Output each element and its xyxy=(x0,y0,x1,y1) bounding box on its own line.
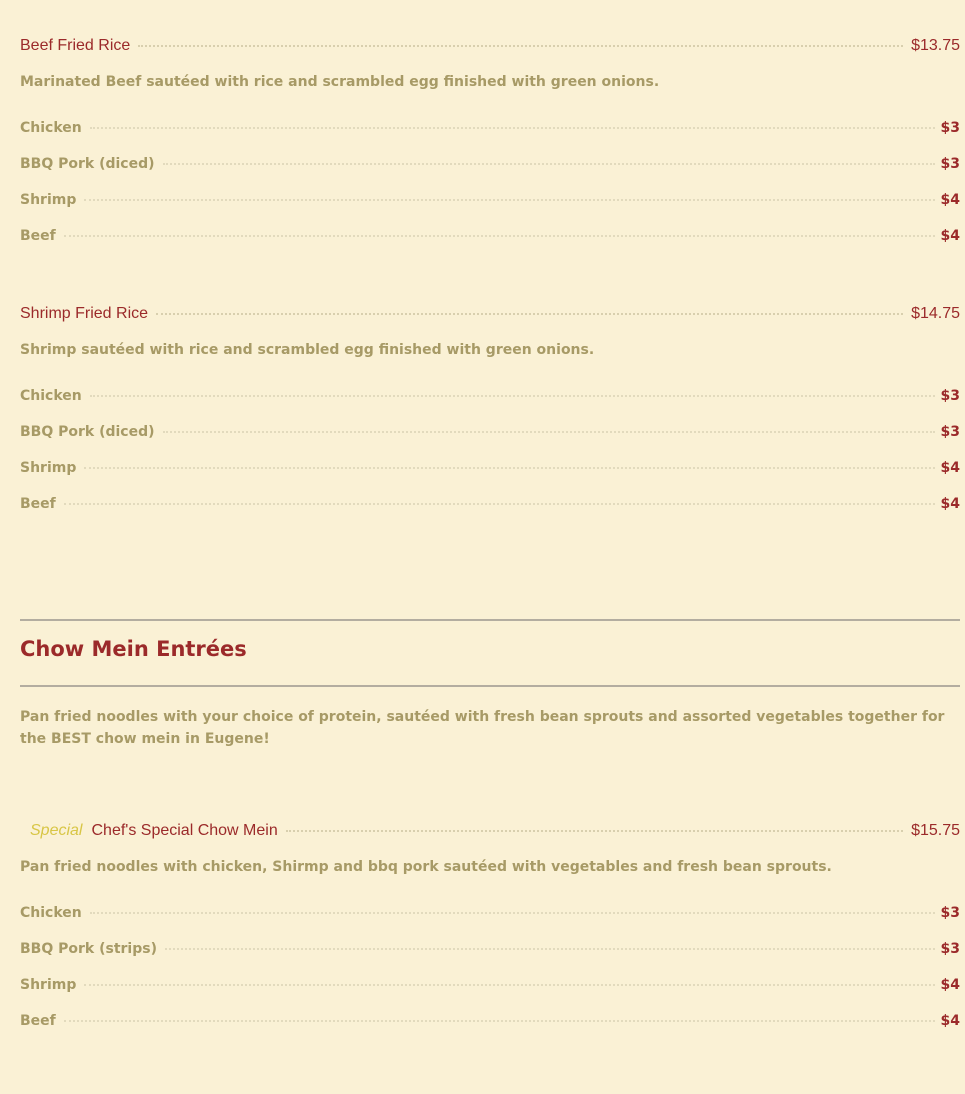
dot-leader xyxy=(84,984,934,986)
option-price: $3 xyxy=(940,388,960,404)
option-row xyxy=(20,192,960,212)
option-row xyxy=(20,941,960,961)
menu-item-beef-fried-rice[interactable] xyxy=(20,37,960,61)
option-name: Shrimp xyxy=(20,192,77,208)
option-name: BBQ Pork (diced) xyxy=(20,424,155,440)
option-price: $3 xyxy=(940,941,960,957)
dot-leader xyxy=(156,313,903,315)
dot-leader xyxy=(84,199,934,201)
option-row xyxy=(20,905,960,925)
option-name: Shrimp xyxy=(20,977,77,993)
option-price: $3 xyxy=(940,156,960,172)
option-name: BBQ Pork (strips) xyxy=(20,941,157,957)
option-price: $4 xyxy=(940,460,960,476)
dot-leader xyxy=(138,45,903,47)
option-price: $4 xyxy=(940,1013,960,1029)
option-row xyxy=(20,460,960,480)
dot-leader xyxy=(165,948,935,950)
item-price: $14.75 xyxy=(911,305,960,322)
option-row xyxy=(20,388,960,408)
option-price: $3 xyxy=(940,120,960,136)
section-divider-top xyxy=(20,619,960,621)
section-description: Pan fried noodles with your choice of protein, sautéed with fresh bean sprouts and assorted vegetables together for the BEST chow mein in Eugene! xyxy=(20,709,945,747)
menu-item-shrimp-fried-rice[interactable] xyxy=(20,305,960,329)
dot-leader xyxy=(90,912,935,914)
item-description: Marinated Beef sautéed with rice and scrambled egg finished with green onions. xyxy=(20,74,660,90)
dot-leader xyxy=(64,235,935,237)
item-name: Chef's Special Chow Mein xyxy=(91,822,278,839)
option-price: $4 xyxy=(940,977,960,993)
item-name: Beef Fried Rice xyxy=(20,37,131,54)
option-row xyxy=(20,496,960,516)
option-price: $4 xyxy=(940,228,960,244)
option-price: $4 xyxy=(940,192,960,208)
item-name: Shrimp Fried Rice xyxy=(20,305,149,322)
option-price: $3 xyxy=(940,424,960,440)
item-price: $13.75 xyxy=(911,37,960,54)
option-name: Chicken xyxy=(20,388,82,404)
option-row xyxy=(20,228,960,248)
option-name: Beef xyxy=(20,496,56,512)
dot-leader xyxy=(64,1020,935,1022)
item-description: Shrimp sautéed with rice and scrambled egg finished with green onions. xyxy=(20,342,595,358)
option-row xyxy=(20,120,960,140)
option-row xyxy=(20,1013,960,1033)
special-badge: Special xyxy=(30,822,83,839)
option-name: Chicken xyxy=(20,120,82,136)
option-name: Beef xyxy=(20,1013,56,1029)
option-price: $3 xyxy=(940,905,960,921)
option-name: Chicken xyxy=(20,905,82,921)
dot-leader xyxy=(84,467,934,469)
item-price: $15.75 xyxy=(911,822,960,839)
dot-leader xyxy=(163,431,935,433)
option-row xyxy=(20,424,960,444)
option-name: Beef xyxy=(20,228,56,244)
dot-leader xyxy=(64,503,935,505)
dot-leader xyxy=(90,395,935,397)
section-divider-bottom xyxy=(20,685,960,687)
dot-leader xyxy=(90,127,935,129)
item-description: Pan fried noodles with chicken, Shirmp and bbq pork sautéed with vegetables and fresh bean sprouts. xyxy=(20,859,832,875)
dot-leader xyxy=(163,163,935,165)
option-price: $4 xyxy=(940,496,960,512)
option-name: BBQ Pork (diced) xyxy=(20,156,155,172)
option-row xyxy=(20,156,960,176)
option-name: Shrimp xyxy=(20,460,77,476)
menu-item-chefs-special-chow-mein[interactable] xyxy=(20,822,960,846)
option-row xyxy=(20,977,960,997)
section-title: Chow Mein Entrées xyxy=(20,637,247,661)
dot-leader xyxy=(286,830,903,832)
